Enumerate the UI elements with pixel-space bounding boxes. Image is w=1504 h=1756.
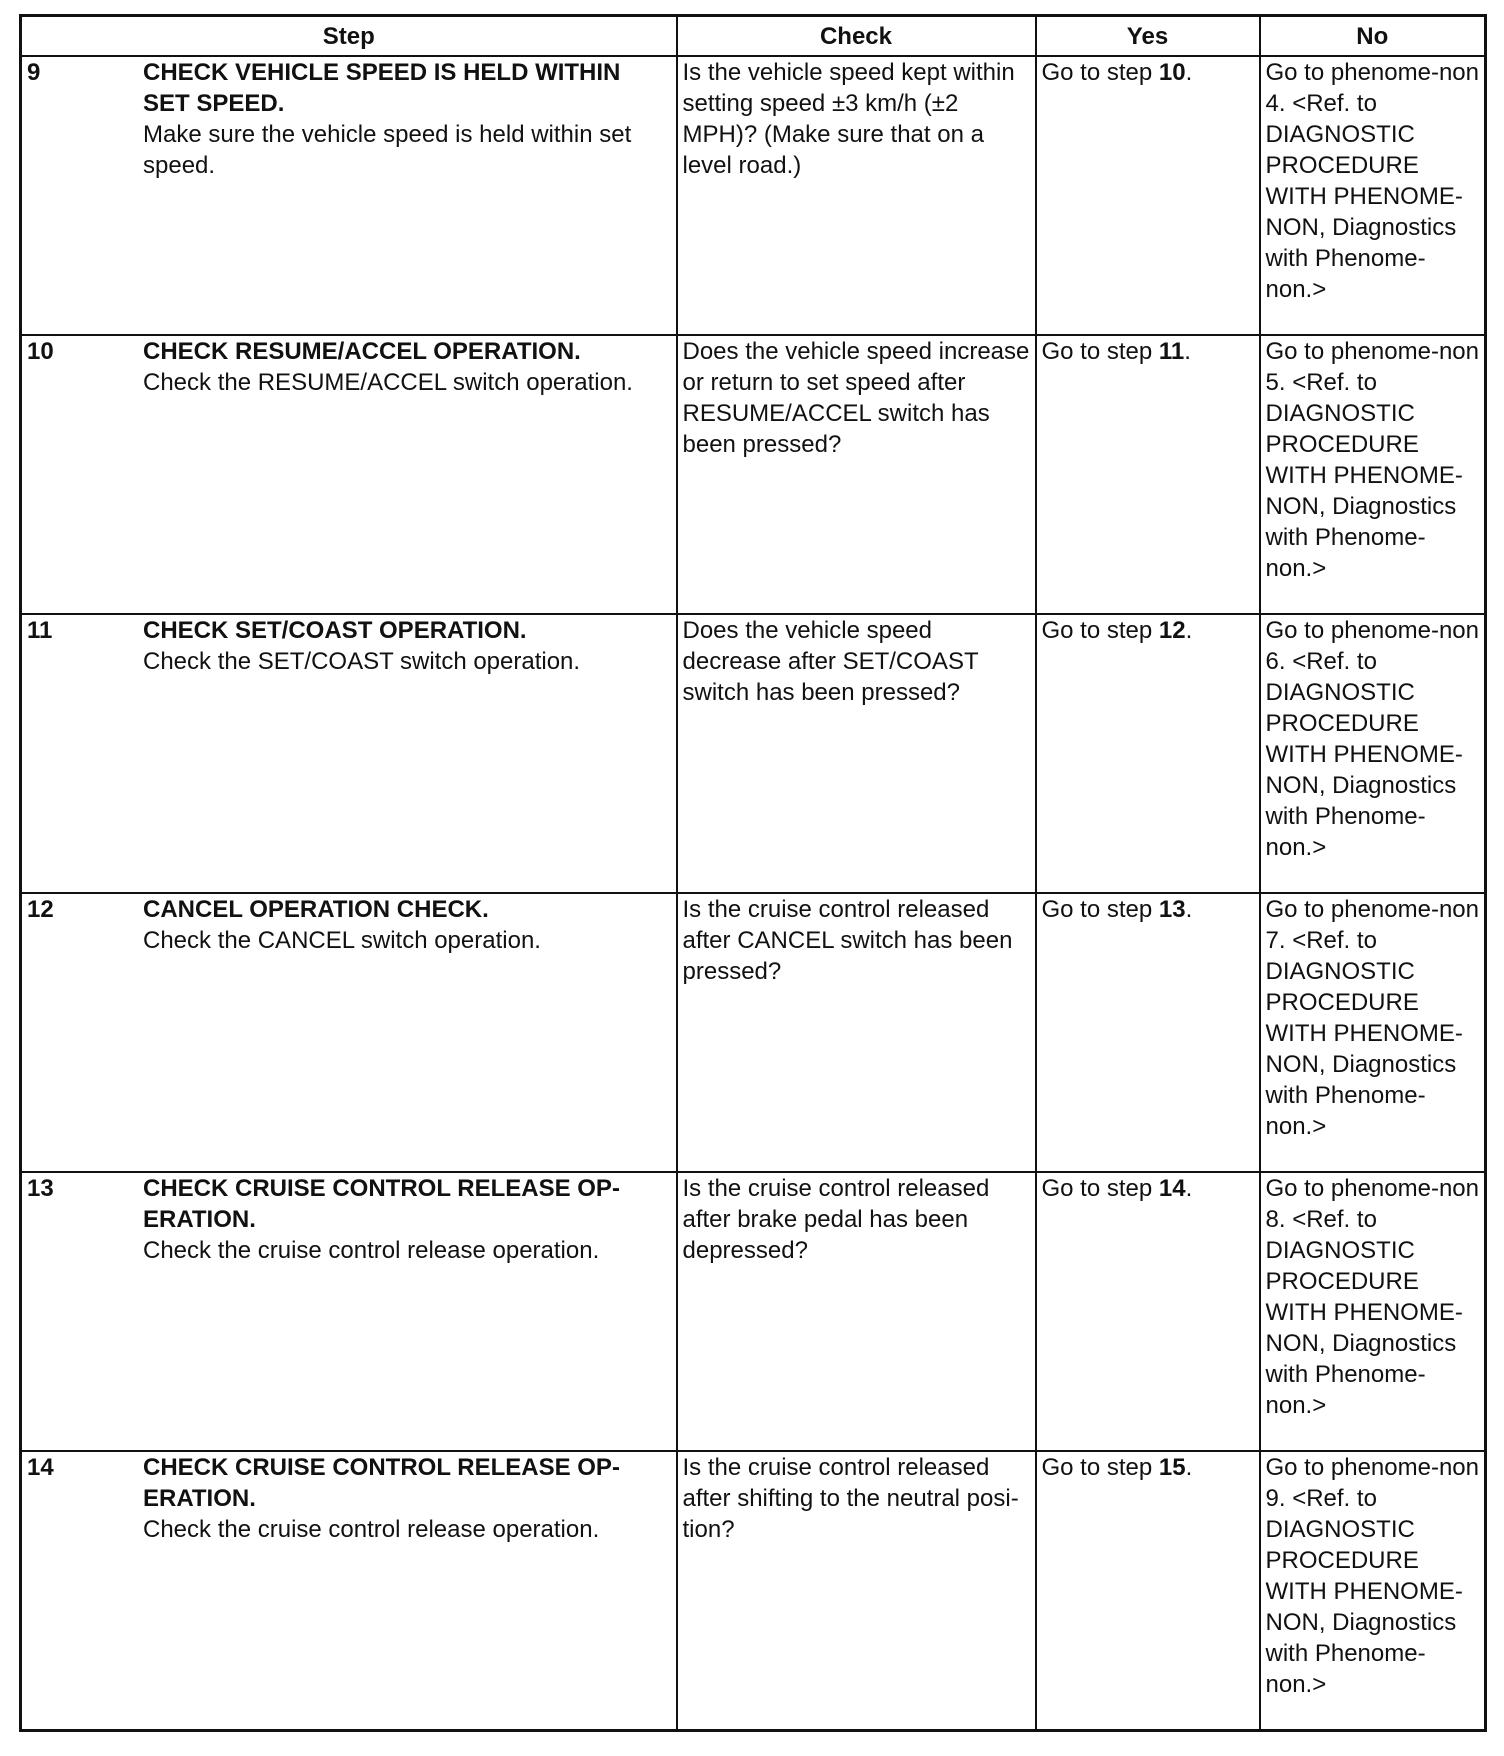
step-number: 14 [27, 1454, 54, 1481]
table-row [21, 1451, 1486, 1730]
step-number: 13 [27, 1175, 54, 1202]
no-action [1260, 56, 1486, 335]
no-prefix: Go to phenome-non [1265, 59, 1479, 86]
no-phenomenon-number: 6 [1265, 648, 1279, 675]
no-action [1260, 1172, 1486, 1451]
yes-prefix: Go to step [1041, 59, 1159, 86]
no-reference: . <Ref. to DIAGNOSTIC PROCEDURE WITH PHENOME-NON, Diagnostics with Phenome-non.> [1265, 1206, 1463, 1419]
step-cell [21, 1451, 677, 1730]
check-question: Does the vehicle speed decrease after SET/COAST switch has been pressed? [677, 614, 1036, 893]
check-question: Is the cruise control released after shifting to the neutral posi-tion? [677, 1451, 1036, 1730]
header-yes: Yes [1036, 16, 1260, 57]
header-row [21, 16, 1486, 57]
no-phenomenon-number: 9 [1265, 1485, 1279, 1512]
step-title: CHECK SET/COAST OPERATION. [143, 617, 527, 644]
yes-prefix: Go to step [1041, 896, 1159, 923]
yes-prefix: Go to step [1041, 1175, 1159, 1202]
step-number: 10 [27, 338, 54, 365]
no-phenomenon-number: 4 [1265, 90, 1279, 117]
step-cell [21, 893, 677, 1172]
check-question: Is the cruise control released after CANCEL switch has been pressed? [677, 893, 1036, 1172]
yes-action [1036, 893, 1260, 1172]
yes-step-link: 10 [1158, 59, 1186, 86]
no-prefix: Go to phenome-non [1265, 1175, 1479, 1202]
no-prefix: Go to phenome-non [1265, 1454, 1479, 1481]
no-reference: . <Ref. to DIAGNOSTIC PROCEDURE WITH PHENOME-NON, Diagnostics with Phenome-non.> [1265, 369, 1463, 582]
no-prefix: Go to phenome-non [1265, 896, 1479, 923]
step-description: Check the RESUME/ACCEL switch operation. [143, 369, 633, 396]
step-description: Check the cruise control release operation. [143, 1516, 600, 1543]
step-cell [21, 614, 677, 893]
yes-step-link: 12 [1158, 617, 1186, 644]
no-reference: . <Ref. to DIAGNOSTIC PROCEDURE WITH PHENOME-NON, Diagnostics with Phenome-non.> [1265, 1485, 1463, 1698]
yes-prefix: Go to step [1041, 617, 1159, 644]
step-title: CHECK RESUME/ACCEL OPERATION. [143, 338, 581, 365]
yes-prefix: Go to step [1041, 1454, 1159, 1481]
no-prefix: Go to phenome-non [1265, 338, 1479, 365]
no-phenomenon-number: 5 [1265, 369, 1279, 396]
step-number: 12 [27, 896, 54, 923]
yes-action [1036, 1451, 1260, 1730]
check-question: Is the cruise control released after brake pedal has been depressed? [677, 1172, 1036, 1451]
step-number: 11 [27, 617, 53, 644]
table-row [21, 614, 1486, 893]
no-reference: . <Ref. to DIAGNOSTIC PROCEDURE WITH PHENOME-NON, Diagnostics with Phenome-non.> [1265, 927, 1463, 1140]
step-cell [21, 335, 677, 614]
table-row [21, 893, 1486, 1172]
yes-suffix: . [1185, 617, 1193, 644]
no-reference: . <Ref. to DIAGNOSTIC PROCEDURE WITH PHENOME-NON, Diagnostics with Phenome-non.> [1265, 648, 1463, 861]
step-title: CANCEL OPERATION CHECK. [143, 896, 489, 923]
yes-suffix: . [1185, 896, 1193, 923]
yes-step-link: 14 [1158, 1175, 1186, 1202]
yes-suffix: . [1185, 1454, 1193, 1481]
step-description: Check the CANCEL switch operation. [143, 927, 541, 954]
check-question: Does the vehicle speed increase or return to set speed after RESUME/ACCEL switch has been pressed? [677, 335, 1036, 614]
no-phenomenon-number: 7 [1265, 927, 1279, 954]
step-title: CHECK VEHICLE SPEED IS HELD WITHIN SET SPEED. [143, 59, 621, 117]
yes-action [1036, 56, 1260, 335]
check-question: Is the vehicle speed kept within setting speed ±3 km/h (±2 MPH)? (Make sure that on a level road.) [677, 56, 1036, 335]
yes-step-link: 15 [1158, 1454, 1186, 1481]
step-cell [21, 56, 677, 335]
yes-action [1036, 335, 1260, 614]
table-row [21, 335, 1486, 614]
yes-action [1036, 614, 1260, 893]
no-action [1260, 335, 1486, 614]
yes-suffix: . [1184, 338, 1191, 365]
yes-step-link: 13 [1158, 896, 1186, 923]
table-row [21, 56, 1486, 335]
yes-suffix: . [1185, 59, 1193, 86]
header-check: Check [677, 16, 1036, 57]
yes-prefix: Go to step [1041, 338, 1159, 365]
step-description: Make sure the vehicle speed is held within set speed. [143, 121, 632, 179]
step-number: 9 [27, 59, 41, 86]
no-phenomenon-number: 8 [1265, 1206, 1279, 1233]
no-action [1260, 1451, 1486, 1730]
no-reference: . <Ref. to DIAGNOSTIC PROCEDURE WITH PHENOME-NON, Diagnostics with Phenome-non.> [1265, 90, 1463, 303]
no-prefix: Go to phenome-non [1265, 617, 1479, 644]
diagnostic-table [19, 14, 1487, 1732]
step-title: CHECK CRUISE CONTROL RELEASE OP-ERATION. [143, 1454, 620, 1512]
step-description: Check the SET/COAST switch operation. [143, 648, 581, 675]
header-no: No [1260, 16, 1486, 57]
yes-step-link: 11 [1158, 338, 1185, 365]
step-title: CHECK CRUISE CONTROL RELEASE OP-ERATION. [143, 1175, 620, 1233]
yes-action [1036, 1172, 1260, 1451]
table-row [21, 1172, 1486, 1451]
no-action [1260, 614, 1486, 893]
step-cell [21, 1172, 677, 1451]
step-description: Check the cruise control release operation. [143, 1237, 600, 1264]
no-action [1260, 893, 1486, 1172]
yes-suffix: . [1185, 1175, 1193, 1202]
header-step: Step [21, 16, 677, 57]
